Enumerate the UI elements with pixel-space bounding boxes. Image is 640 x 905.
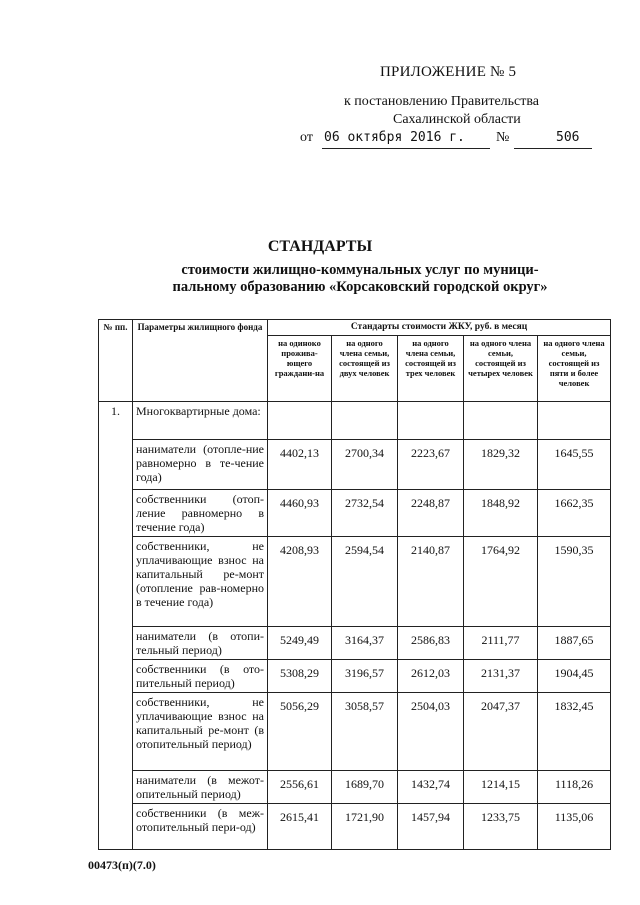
row-value: 5308,29 [268,660,332,693]
row-value: 2612,03 [398,660,464,693]
row-value: 1887,65 [538,627,611,660]
table-row [99,627,611,660]
row-value: 4402,13 [268,440,332,490]
row-value: 2504,03 [398,693,464,771]
row-value: 1590,35 [538,537,611,627]
header-params: Параметры жилищного фонда [133,320,268,402]
row-value: 1689,70 [332,771,398,804]
number-label: № [496,130,510,145]
row-value: 4460,93 [268,490,332,537]
row-value: 1135,06 [538,804,611,850]
row-value: 2732,54 [332,490,398,537]
row-value: 1214,15 [464,771,538,804]
row-label: собственники (в ото-пительный период) [133,660,268,693]
row-value: 1764,92 [464,537,538,627]
region-name: Сахалинской области [393,112,521,127]
header-col-five: на одного члена семьи, состоящей из пяти и более человек [538,336,611,402]
row-label: собственники, не уплачивающие взнос на капитальный ре-монт (в отопительный период) [133,693,268,771]
table-row [99,804,611,850]
row-value: 2248,87 [398,490,464,537]
row-value: 5249,49 [268,627,332,660]
header-standards-group: Стандарты стоимости ЖКУ, руб. в месяц [268,320,611,336]
row-value: 1645,55 [538,440,611,490]
row-value: 1233,75 [464,804,538,850]
decree-reference: к постановлению Правительства [344,94,540,109]
row-value: 2615,41 [268,804,332,850]
from-label: от [300,130,313,145]
appendix-label: ПРИЛОЖЕНИЕ № 5 [380,64,517,80]
row-label: наниматели (отопле-ние равномерно в те-чение года) [133,440,268,490]
row-value: 2700,34 [332,440,398,490]
row-label: собственники (в меж-отопительный пери-од) [133,804,268,850]
decree-date-line [300,130,620,150]
decree-number: 506 [556,130,580,145]
row-value: 1848,92 [464,490,538,537]
standards-table [98,319,611,850]
number-underline [514,148,592,149]
table-row [99,537,611,627]
section-index: 1. [99,402,133,850]
row-value: 1904,45 [538,660,611,693]
row-value: 2594,54 [332,537,398,627]
table-row [99,490,611,537]
row-value: 1457,94 [398,804,464,850]
header-col-single: на одиноко прожива-ющего граждани-на [268,336,332,402]
row-label: наниматели (в отопи-тельный период) [133,627,268,660]
table-row [99,660,611,693]
row-value: 2140,87 [398,537,464,627]
row-value: 2223,67 [398,440,464,490]
table-row [99,693,611,771]
header-number: № пп. [99,320,133,402]
row-value: 1662,35 [538,490,611,537]
date-underline [322,148,490,149]
row-value: 1118,26 [538,771,611,804]
row-value: 2586,83 [398,627,464,660]
row-value: 2556,61 [268,771,332,804]
section-row [99,402,611,440]
header-col-three: на одного члена семьи, состоящей из трех человек [398,336,464,402]
row-value: 1721,90 [332,804,398,850]
document-code: 00473(п)(7.0) [88,858,156,872]
document-title: СТАНДАРТЫ [267,238,373,255]
row-label: наниматели (в межот-опительный период) [133,771,268,804]
header-col-two: на одного члена семьи, состоящей из двух человек [332,336,398,402]
row-value: 2047,37 [464,693,538,771]
row-value: 1432,74 [398,771,464,804]
row-value: 1829,32 [464,440,538,490]
row-value: 4208,93 [268,537,332,627]
row-value: 3058,57 [332,693,398,771]
row-value: 2131,37 [464,660,538,693]
row-value: 3164,37 [332,627,398,660]
row-value: 5056,29 [268,693,332,771]
header-col-four: на одного члена семьи, состоящей из четырех человек [464,336,538,402]
table-row [99,440,611,490]
decree-date: 06 октября 2016 г. [324,130,465,145]
row-label: собственники, не уплачивающие взнос на капитальный ре-монт (отопление рав-номерно в течение года) [133,537,268,627]
row-value: 3196,57 [332,660,398,693]
document-subtitle: стоимости жилищно-коммунальных услуг по муници-пальному образованию «Корсаковский городской округ» [172,262,548,295]
section-title: Многоквартирные дома: [133,402,268,440]
row-label: собственники (отоп-ление равномерно в течение года) [133,490,268,537]
row-value: 2111,77 [464,627,538,660]
table-row [99,771,611,804]
row-value: 1832,45 [538,693,611,771]
